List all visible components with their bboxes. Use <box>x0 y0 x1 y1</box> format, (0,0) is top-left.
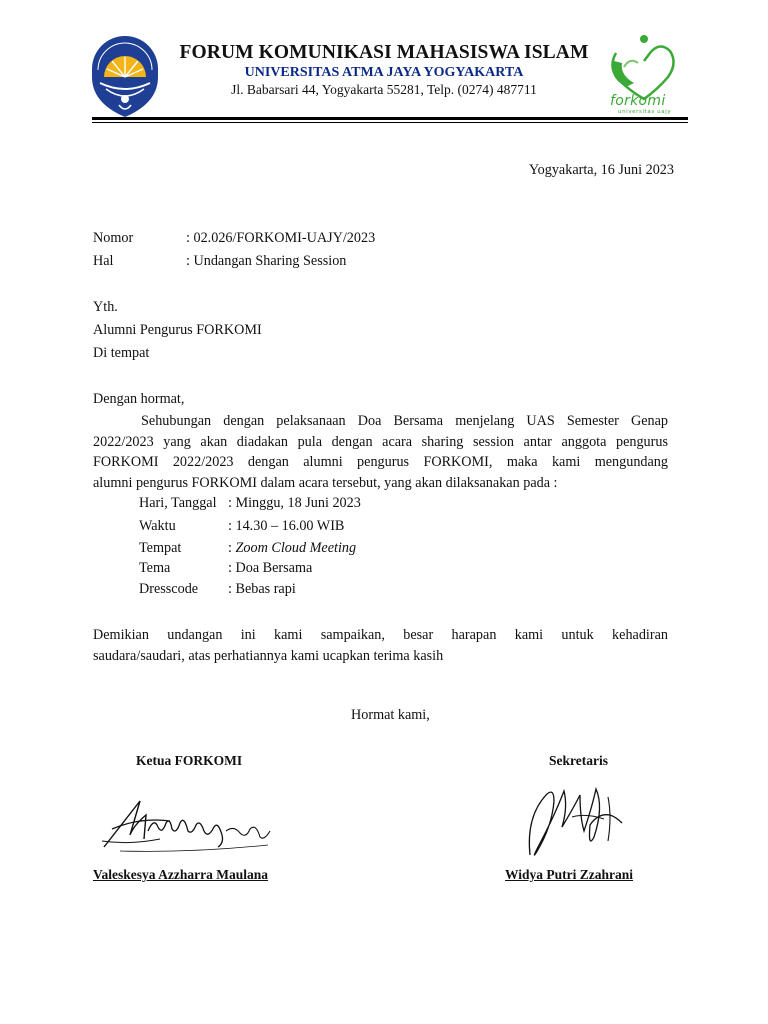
body-paragraph <box>93 411 668 493</box>
signatory-name: Valeskesya Azzharra Maulana <box>93 867 268 882</box>
detail-label: Tema <box>139 560 171 576</box>
detail-label: Tempat <box>139 540 182 556</box>
detail-value: : Bebas rapi <box>228 581 296 597</box>
detail-value: : 14.30 – 16.00 WIB <box>228 518 345 534</box>
recipient-line: Yth. <box>93 299 118 315</box>
body-line: alumni pengurus FORKOMI dalam acara tersebut, yang akan dilaksanakan pada : <box>93 474 558 491</box>
org-address: Jl. Babarsari 44, Yogyakarta 55281, Telp. (0274) 487711 <box>231 82 537 97</box>
header-rule-thick <box>92 117 688 120</box>
signatory-title: Sekretaris <box>549 753 608 768</box>
body-line: FORKOMI 2022/2023 dengan alumni pengurus FORKOMI, maka kami mengundang <box>93 454 668 470</box>
recipient-line: Alumni Pengurus FORKOMI <box>93 322 262 338</box>
signatory-title: Ketua FORKOMI <box>136 753 243 768</box>
number-value: : 02.026/FORKOMI-UAJY/2023 <box>186 230 376 246</box>
signature-right-icon <box>524 777 634 863</box>
detail-value: : Minggu, 18 Juni 2023 <box>228 495 361 511</box>
detail-value <box>228 539 356 557</box>
closing-line: Demikian undangan ini kami sampaikan, besar harapan kami untuk kehadiran <box>93 627 668 643</box>
detail-value: : Doa Bersama <box>228 560 313 576</box>
number-label: Nomor <box>93 230 134 246</box>
forkomi-tagline: universitas uajy <box>618 109 672 115</box>
recipient-line: Di tempat <box>93 345 150 361</box>
body-line: Sehubungan dengan pelaksanaan Doa Bersama menjelang UAS Semester Genap <box>141 413 668 429</box>
header-rule-thin <box>92 122 688 123</box>
forkomi-wordmark: forkomi <box>610 93 666 109</box>
body-line: 2022/2023 yang akan diadakan pula dengan acara sharing session antar anggota pengurus <box>93 433 668 450</box>
university-name: UNIVERSITAS ATMA JAYA YOGYAKARTA <box>244 65 524 80</box>
org-name: FORUM KOMUNIKASI MAHASISWA ISLAM <box>179 42 589 63</box>
detail-value-prefix: : <box>228 540 236 556</box>
regards: Hormat kami, <box>351 707 430 723</box>
detail-label: Waktu <box>139 518 176 534</box>
forkomi-logo-icon <box>604 33 684 117</box>
detail-label: Dresscode <box>139 581 199 597</box>
detail-value-italic: Zoom Cloud Meeting <box>235 540 357 556</box>
closing-paragraph <box>93 625 668 666</box>
subject-label: Hal <box>93 253 114 269</box>
place-date: Yogyakarta, 16 Juni 2023 <box>528 162 674 178</box>
salutation: Dengan hormat, <box>93 391 185 407</box>
signatory-name: Widya Putri Zzahrani <box>505 867 634 882</box>
closing-line: saudara/saudari, atas perhatiannya kami ucapkan terima kasih <box>93 647 444 664</box>
detail-label: Hari, Tanggal <box>139 495 217 511</box>
signature-left-icon <box>100 795 275 855</box>
subject-value: : Undangan Sharing Session <box>186 253 347 269</box>
